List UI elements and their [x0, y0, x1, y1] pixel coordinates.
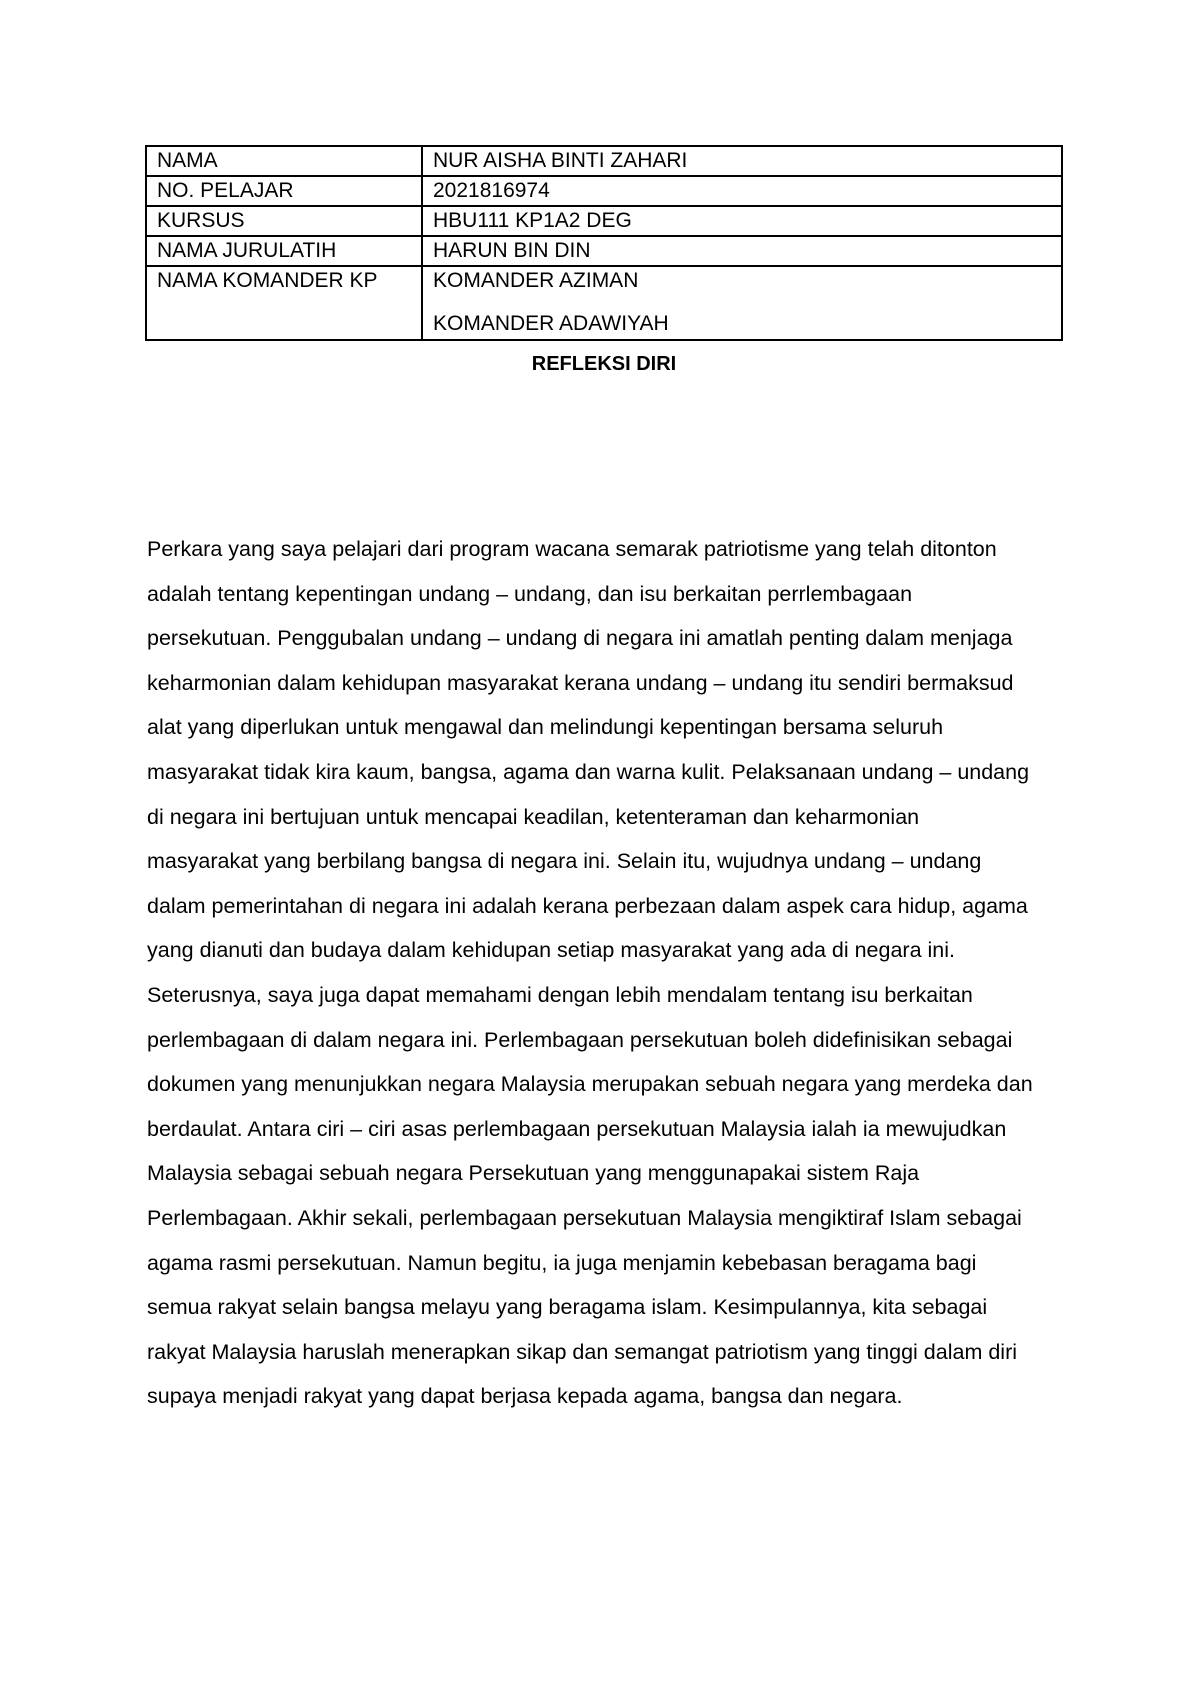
paragraph-line: dalam pemerintahan di negara ini adalah kerana perbezaan dalam aspek cara hidup, agama: [147, 893, 1028, 918]
label-nama-komander: NAMA KOMANDER KP: [146, 266, 422, 340]
paragraph-line: dokumen yang menunjukkan negara Malaysia merupakan sebuah negara yang merdeka dan: [147, 1072, 1033, 1097]
paragraph-line: agama rasmi persekutuan. Namun begitu, ia juga menjamin kebebasan beragama bagi: [147, 1250, 977, 1275]
paragraph-line: adalah tentang kepentingan undang – undang, dan isu berkaitan perrlembagaan: [147, 581, 913, 606]
paragraph-line: supaya menjadi rakyat yang dapat berjasa kepada agama, bangsa dan negara.: [147, 1384, 903, 1409]
komander-name-2: KOMANDER ADAWIYAH: [433, 312, 669, 335]
value-nama: NUR AISHA BINTI ZAHARI: [422, 146, 1062, 176]
paragraph-line: masyarakat yang berbilang bangsa di negara ini. Selain itu, wujudnya undang – undang: [147, 849, 982, 874]
reflection-paragraph: [147, 527, 1067, 1419]
value-nama-komander: [422, 266, 1062, 340]
komander-name-1: KOMANDER AZIMAN: [433, 269, 639, 292]
paragraph-line: persekutuan. Penggubalan undang – undang di negara ini amatlah penting dalam menjaga: [147, 626, 1013, 651]
paragraph-line: yang dianuti dan budaya dalam kehidupan setiap masyarakat yang ada di negara ini.: [147, 938, 956, 963]
student-info-table: [145, 145, 1063, 341]
paragraph-line: Seterusnya, saya juga dapat memahami dengan lebih mendalam tentang isu berkaitan: [147, 982, 973, 1007]
label-no-pelajar: NO. PELAJAR: [146, 176, 422, 206]
paragraph-line: di negara ini bertujuan untuk mencapai keadilan, ketenteraman dan keharmonian: [147, 804, 920, 829]
label-nama: NAMA: [146, 146, 422, 176]
paragraph-line: alat yang diperlukan untuk mengawal dan melindungi kepentingan bersama seluruh: [147, 715, 944, 740]
table-row: [146, 146, 1062, 176]
paragraph-line: berdaulat. Antara ciri – ciri asas perlembagaan persekutuan Malaysia ialah ia mewujudkan: [147, 1116, 1007, 1141]
label-kursus: KURSUS: [146, 206, 422, 236]
table-row: [146, 206, 1062, 236]
label-nama-jurulatih: NAMA JURULATIH: [146, 236, 422, 266]
paragraph-line: perlembagaan di dalam negara ini. Perlembagaan persekutuan boleh didefinisikan sebagai: [147, 1027, 1013, 1052]
table-row: [146, 176, 1062, 206]
table-row: [146, 266, 1062, 340]
value-kursus: HBU111 KP1A2 DEG: [422, 206, 1062, 236]
table-row: [146, 236, 1062, 266]
paragraph-line: Perkara yang saya pelajari dari program wacana semarak patriotisme yang telah ditonton: [147, 537, 997, 561]
paragraph-line: Malaysia sebagai sebuah negara Persekutuan yang menggunapakai sistem Raja: [147, 1161, 920, 1186]
paragraph-line: semua rakyat selain bangsa melayu yang beragama islam. Kesimpulannya, kita sebagai: [147, 1295, 988, 1320]
document-title: REFLEKSI DIRI: [531, 353, 677, 375]
paragraph-line: Perlembagaan. Akhir sekali, perlembagaan persekutuan Malaysia mengiktiraf Islam sebagai: [147, 1205, 1022, 1230]
paragraph-line: keharmonian dalam kehidupan masyarakat kerana undang – undang itu sendiri bermaksud: [147, 670, 1014, 695]
paragraph-line: rakyat Malaysia haruslah menerapkan sikap dan semangat patriotism yang tinggi dalam diri: [147, 1339, 1018, 1364]
paragraph-line: masyarakat tidak kira kaum, bangsa, agama dan warna kulit. Pelaksanaan undang – undang: [147, 759, 1030, 784]
value-nama-jurulatih: HARUN BIN DIN: [422, 236, 1062, 266]
value-no-pelajar: 2021816974: [422, 176, 1062, 206]
